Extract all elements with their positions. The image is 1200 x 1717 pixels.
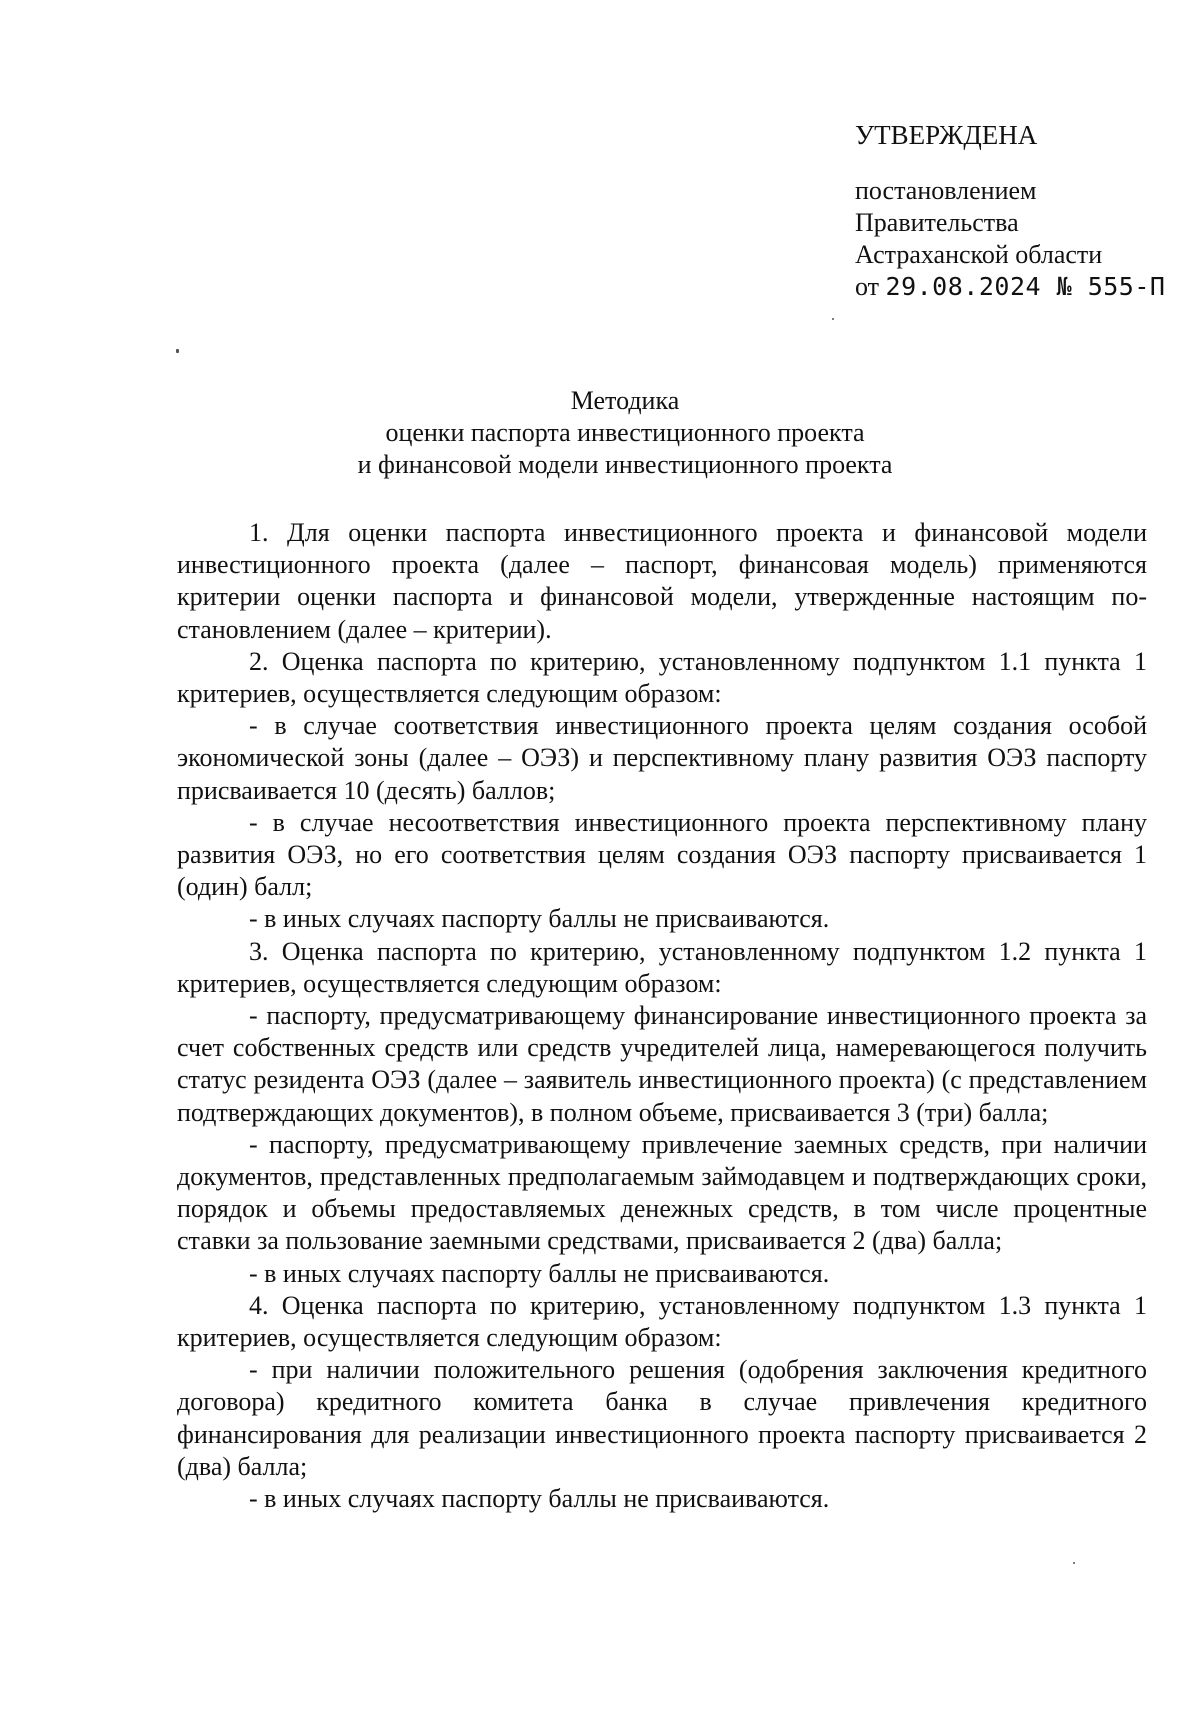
scan-speck xyxy=(832,318,834,320)
list-item: - в иных случаях паспорту баллы не присваиваются. xyxy=(249,1258,830,1288)
approval-block xyxy=(855,118,1185,303)
approval-date-prefix: от xyxy=(855,272,880,301)
document-title xyxy=(175,385,1075,481)
paragraph-1: 1. Для оценки паспорта инвестиционного проекта и финансовой модели инвестиционного проекта (далее – паспорт, финансовая модель) применяются критерии оценки паспорта и финансовой модели, утвержденные настоящим постановлением (далее – критерии). xyxy=(177,518,1147,644)
approval-line: постановлением xyxy=(855,176,1037,205)
approval-line: Правительства xyxy=(855,208,1019,237)
list-item: - в иных случаях паспорту баллы не присваиваются. xyxy=(249,904,830,934)
title-line: оценки паспорта инвестиционного проекта xyxy=(385,418,865,447)
approval-date-stamp: 29.08.2024 № 555-П xyxy=(885,272,1166,301)
approval-line: Астраханской области xyxy=(855,240,1103,269)
list-item: - при наличии положительного решения (одобрения заключения кредитного договора) кредитного комитета банка в случае привлечения кредитного финансирования для реализации инвестиционного проекта паспорту присваивается 2 (два) балла; xyxy=(177,1355,1147,1481)
list-item: - в иных случаях паспорту баллы не присваиваются. xyxy=(249,1484,830,1514)
list-item: - в случае несоответствия инвестиционного проекта перспективному плану развития ОЭЗ, но его соответствия целям создания ОЭЗ паспорту присваивается 1 (один) балл; xyxy=(177,807,1147,902)
approval-heading: УТВЕРЖДЕНА xyxy=(855,120,1038,150)
list-item: - в случае соответствия инвестиционного проекта целям создания особой экономической зоны (далее – ОЭЗ) и перспективному плану развития ОЭЗ паспорту присваивается 10 (десять) баллов; xyxy=(177,711,1147,805)
scan-speck xyxy=(176,349,179,353)
approval-date xyxy=(855,271,1185,303)
paragraph-2: 2. Оценка паспорта по критерию, установленному подпунктом 1.1 пункта 1 критериев, осуществляется следующим образом: xyxy=(177,646,1147,709)
title-line: Методика xyxy=(570,386,680,415)
paragraph-3: 3. Оценка паспорта по критерию, установленному подпунктом 1.2 пункта 1 критериев, осуществляется следующим образом: xyxy=(177,936,1147,998)
list-item: - паспорту, предусматривающему финансирование инвестиционного проекта за счет собственных средств или средств учредителей лица, намеревающегося получить статус резидента ОЭЗ (далее – заявитель инвестиционного проекта) (с представлением подтверждающих документов), в полном объеме, присваивается 3 (три) балла; xyxy=(177,1001,1147,1127)
paragraph-4: 4. Оценка паспорта по критерию, установленному подпунктом 1.3 пункта 1 критериев, осуществляется следующим образом: xyxy=(177,1290,1147,1353)
document-body xyxy=(177,517,1147,1515)
list-item: - паспорту, предусматривающему привлечение заемных средств, при наличии документов, представленных предполагаемым займодавцем и подтверждающих сроки, порядок и объемы предоставляемых денежных средств, в том числе процентные ставки за пользование заемными средствами, присваивается 2 (два) балла; xyxy=(177,1129,1147,1256)
scan-speck xyxy=(1073,1562,1075,1564)
title-line: и финансовой модели инвестиционного проекта xyxy=(357,450,893,479)
